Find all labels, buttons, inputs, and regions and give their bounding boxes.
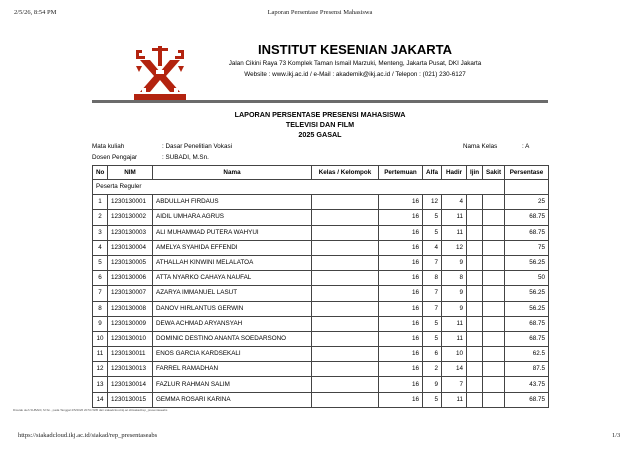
cell-alfa: 5 (423, 225, 442, 240)
cell-sakit (483, 240, 505, 255)
cell-sakit (483, 331, 505, 346)
cell-persentase: 25 (505, 195, 549, 210)
cell-ijin (467, 210, 483, 225)
table-row (93, 347, 549, 362)
institution-address: Jalan Cikini Raya 73 Komplek Taman Ismail Marzuki, Menteng, Jakarta Pusat, DKI Jakarta (228, 60, 482, 67)
table-row (93, 210, 549, 225)
cell-alfa: 7 (423, 301, 442, 316)
cell-ijin (467, 301, 483, 316)
attendance-table (92, 165, 549, 408)
table-row (93, 316, 549, 331)
cell-nama: ABDULLAH FIRDAUS (153, 195, 312, 210)
table-row (93, 377, 549, 392)
cell-no: 6 (93, 271, 108, 286)
cell-persentase: 56.25 (505, 301, 549, 316)
cell-nim: 1230130006 (108, 271, 153, 286)
cell-pertemuan: 16 (379, 210, 423, 225)
cell-nim: 1230130014 (108, 377, 153, 392)
table-row (93, 195, 549, 210)
cell-pertemuan: 16 (379, 255, 423, 270)
course-label: Mata kuliah (92, 143, 125, 150)
report-period: 2025 GASAL (298, 130, 342, 139)
cell-alfa: 4 (423, 240, 442, 255)
cell-pertemuan: 16 (379, 377, 423, 392)
cell-nim: 1230130009 (108, 316, 153, 331)
cell-kelas (312, 271, 379, 286)
cell-kelas (312, 286, 379, 301)
cell-nama: GEMMA ROSARI KARINA (153, 392, 312, 407)
print-footnote: Dicetak oleh SUBADI, M.Sn., pada Tanggal 2/5/2026 20:54 WIB dari siakadcloud.ikj.ac.id/siakad/rep_presentaseabs (13, 408, 168, 412)
cell-persentase: 50 (505, 271, 549, 286)
cell-nama: ALI MUHAMMAD PUTERA WAHYUI (153, 225, 312, 240)
cell-ijin (467, 392, 483, 407)
cell-alfa: 7 (423, 255, 442, 270)
cell-pertemuan: 16 (379, 347, 423, 362)
cell-nim: 1230130010 (108, 331, 153, 346)
cell-hadir: 8 (442, 271, 467, 286)
col-header-sakit: Sakit (483, 166, 505, 180)
cell-hadir: 11 (442, 316, 467, 331)
cell-nim: 1230130003 (108, 225, 153, 240)
cell-alfa: 5 (423, 392, 442, 407)
cell-kelas (312, 301, 379, 316)
cell-pertemuan: 16 (379, 301, 423, 316)
cell-sakit (483, 195, 505, 210)
col-header-no: No (93, 166, 108, 180)
cell-ijin (467, 255, 483, 270)
class-label: Nama Kelas (463, 143, 498, 150)
cell-alfa: 9 (423, 377, 442, 392)
cell-sakit (483, 225, 505, 240)
cell-pertemuan: 16 (379, 392, 423, 407)
header-divider (92, 100, 548, 103)
cell-ijin (467, 377, 483, 392)
cell-pertemuan: 16 (379, 362, 423, 377)
cell-ijin (467, 225, 483, 240)
cell-kelas (312, 195, 379, 210)
cell-no: 1 (93, 195, 108, 210)
cell-sakit (483, 301, 505, 316)
cell-hadir: 11 (442, 331, 467, 346)
col-header-nim: NIM (108, 166, 153, 180)
cell-nama: DOMINIC DESTINO ANANTA SOEDARSONO (153, 331, 312, 346)
cell-alfa: 12 (423, 195, 442, 210)
cell-pertemuan: 16 (379, 195, 423, 210)
cell-sakit (483, 255, 505, 270)
cell-pertemuan: 16 (379, 286, 423, 301)
cell-kelas (312, 392, 379, 407)
col-header-pertemuan: Pertemuan (379, 166, 423, 180)
cell-kelas (312, 377, 379, 392)
cell-sakit (483, 316, 505, 331)
print-datetime: 2/5/26, 8:54 PM (14, 9, 57, 16)
cell-persentase: 68.75 (505, 225, 549, 240)
cell-sakit (483, 271, 505, 286)
col-header-alfa: Alfa (423, 166, 442, 180)
table-row (93, 271, 549, 286)
cell-nama: ATTA NYARKO CAHAYA NAUFAL (153, 271, 312, 286)
cell-ijin (467, 347, 483, 362)
cell-nama: FARREL RAMADHAN (153, 362, 312, 377)
cell-persentase: 68.75 (505, 331, 549, 346)
report-title: LAPORAN PERSENTASE PRESENSI MAHASISWA (234, 110, 406, 119)
cell-sakit (483, 286, 505, 301)
cell-kelas (312, 316, 379, 331)
table-row (93, 331, 549, 346)
col-header-hadir: Hadir (442, 166, 467, 180)
cell-persentase: 87.5 (505, 362, 549, 377)
cell-hadir: 12 (442, 240, 467, 255)
lecturer-value: : SUBADI, M.Sn. (162, 154, 209, 161)
cell-pertemuan: 16 (379, 240, 423, 255)
cell-persentase: 56.25 (505, 286, 549, 301)
institution-contact: Website : www.ikj.ac.id / e-Mail : akademik@ikj.ac.id / Telepon : (021) 230-6127 (244, 71, 466, 78)
cell-nama: ATHALLAH KINWINI MELALATOA (153, 255, 312, 270)
table-row (93, 225, 549, 240)
cell-alfa: 2 (423, 362, 442, 377)
cell-hadir: 7 (442, 377, 467, 392)
col-header-ijin: Ijin (467, 166, 483, 180)
cell-hadir: 11 (442, 225, 467, 240)
print-url: https://siakadcloud.ikj.ac.id/siakad/rep_presentaseabs (18, 432, 158, 439)
cell-no: 10 (93, 331, 108, 346)
cell-pertemuan: 16 (379, 225, 423, 240)
cell-ijin (467, 362, 483, 377)
cell-no: 5 (93, 255, 108, 270)
cell-sakit (483, 347, 505, 362)
cell-no: 8 (93, 301, 108, 316)
cell-persentase: 68.75 (505, 316, 549, 331)
report-program: TELEVISI DAN FILM (285, 120, 355, 129)
cell-alfa: 5 (423, 210, 442, 225)
cell-pertemuan: 16 (379, 271, 423, 286)
cell-ijin (467, 271, 483, 286)
cell-persentase: 43.75 (505, 377, 549, 392)
cell-ijin (467, 286, 483, 301)
cell-hadir: 4 (442, 195, 467, 210)
cell-nim: 1230130015 (108, 392, 153, 407)
cell-sakit (483, 377, 505, 392)
print-page-number: 1/3 (612, 432, 621, 439)
cell-nama: DANOV HIRLANTUS GERWIN (153, 301, 312, 316)
group-label: Peserta Reguler (93, 180, 505, 195)
cell-nim: 1230130008 (108, 301, 153, 316)
cell-nim: 1230130011 (108, 347, 153, 362)
cell-no: 11 (93, 347, 108, 362)
cell-persentase: 68.75 (505, 392, 549, 407)
cell-persentase: 68.75 (505, 210, 549, 225)
cell-alfa: 5 (423, 316, 442, 331)
cell-nama: DEWA ACHMAD ARYANSYAH (153, 316, 312, 331)
cell-hadir: 11 (442, 210, 467, 225)
cell-nama: FAZLUR RAHMAN SALIM (153, 377, 312, 392)
cell-no: 14 (93, 392, 108, 407)
institution-name: INSTITUT KESENIAN JAKARTA (257, 42, 453, 57)
cell-alfa: 8 (423, 271, 442, 286)
cell-persentase: 56.25 (505, 255, 549, 270)
cell-sakit (483, 210, 505, 225)
cell-kelas (312, 225, 379, 240)
class-value: : A (522, 143, 530, 150)
cell-alfa: 5 (423, 331, 442, 346)
col-header-kelas: Kelas / Kelompok (312, 166, 379, 180)
cell-kelas (312, 331, 379, 346)
table-row (93, 362, 549, 377)
cell-kelas (312, 362, 379, 377)
col-header-nama: Nama (153, 166, 312, 180)
cell-pertemuan: 16 (379, 331, 423, 346)
cell-nim: 1230130005 (108, 255, 153, 270)
cell-ijin (467, 316, 483, 331)
cell-nama: AIDIL UMHARA AGRUS (153, 210, 312, 225)
cell-nim: 1230130007 (108, 286, 153, 301)
cell-hadir: 9 (442, 286, 467, 301)
cell-nama: ENOS GARCIA KARDSEKALI (153, 347, 312, 362)
cell-ijin (467, 195, 483, 210)
cell-hadir: 14 (442, 362, 467, 377)
table-row (93, 286, 549, 301)
col-header-persentase: Persentase (505, 166, 549, 180)
table-row (93, 240, 549, 255)
cell-nim: 1230130002 (108, 210, 153, 225)
table-header-row (93, 166, 549, 180)
cell-kelas (312, 240, 379, 255)
cell-no: 9 (93, 316, 108, 331)
table-row (93, 301, 549, 316)
table-row (93, 392, 549, 407)
cell-alfa: 6 (423, 347, 442, 362)
print-page-title: Laporan Persentase Presensi Mahasiswa (267, 9, 373, 16)
group-row (93, 180, 549, 195)
cell-kelas (312, 347, 379, 362)
cell-ijin (467, 331, 483, 346)
cell-nim: 1230130001 (108, 195, 153, 210)
cell-persentase: 75 (505, 240, 549, 255)
cell-nama: AZARYA IMMANUEL LASUT (153, 286, 312, 301)
cell-pertemuan: 16 (379, 316, 423, 331)
cell-no: 3 (93, 225, 108, 240)
cell-alfa: 7 (423, 286, 442, 301)
ikj-logo-icon (134, 44, 186, 100)
cell-hadir: 11 (442, 392, 467, 407)
cell-persentase: 62.5 (505, 347, 549, 362)
cell-nim: 1230130013 (108, 362, 153, 377)
lecturer-label: Dosen Pengajar (92, 154, 138, 161)
cell-nim: 1230130004 (108, 240, 153, 255)
cell-hadir: 9 (442, 301, 467, 316)
course-value: : Dasar Penelitian Vokasi (162, 143, 233, 150)
cell-ijin (467, 240, 483, 255)
cell-hadir: 9 (442, 255, 467, 270)
cell-kelas (312, 210, 379, 225)
cell-kelas (312, 255, 379, 270)
cell-no: 2 (93, 210, 108, 225)
cell-no: 13 (93, 377, 108, 392)
cell-no: 4 (93, 240, 108, 255)
cell-no: 7 (93, 286, 108, 301)
cell-no: 12 (93, 362, 108, 377)
cell-nama: AMELYA SYAHIDA EFFENDI (153, 240, 312, 255)
cell-sakit (483, 392, 505, 407)
group-persentase-cell (505, 180, 549, 195)
cell-hadir: 10 (442, 347, 467, 362)
cell-sakit (483, 362, 505, 377)
table-row (93, 255, 549, 270)
